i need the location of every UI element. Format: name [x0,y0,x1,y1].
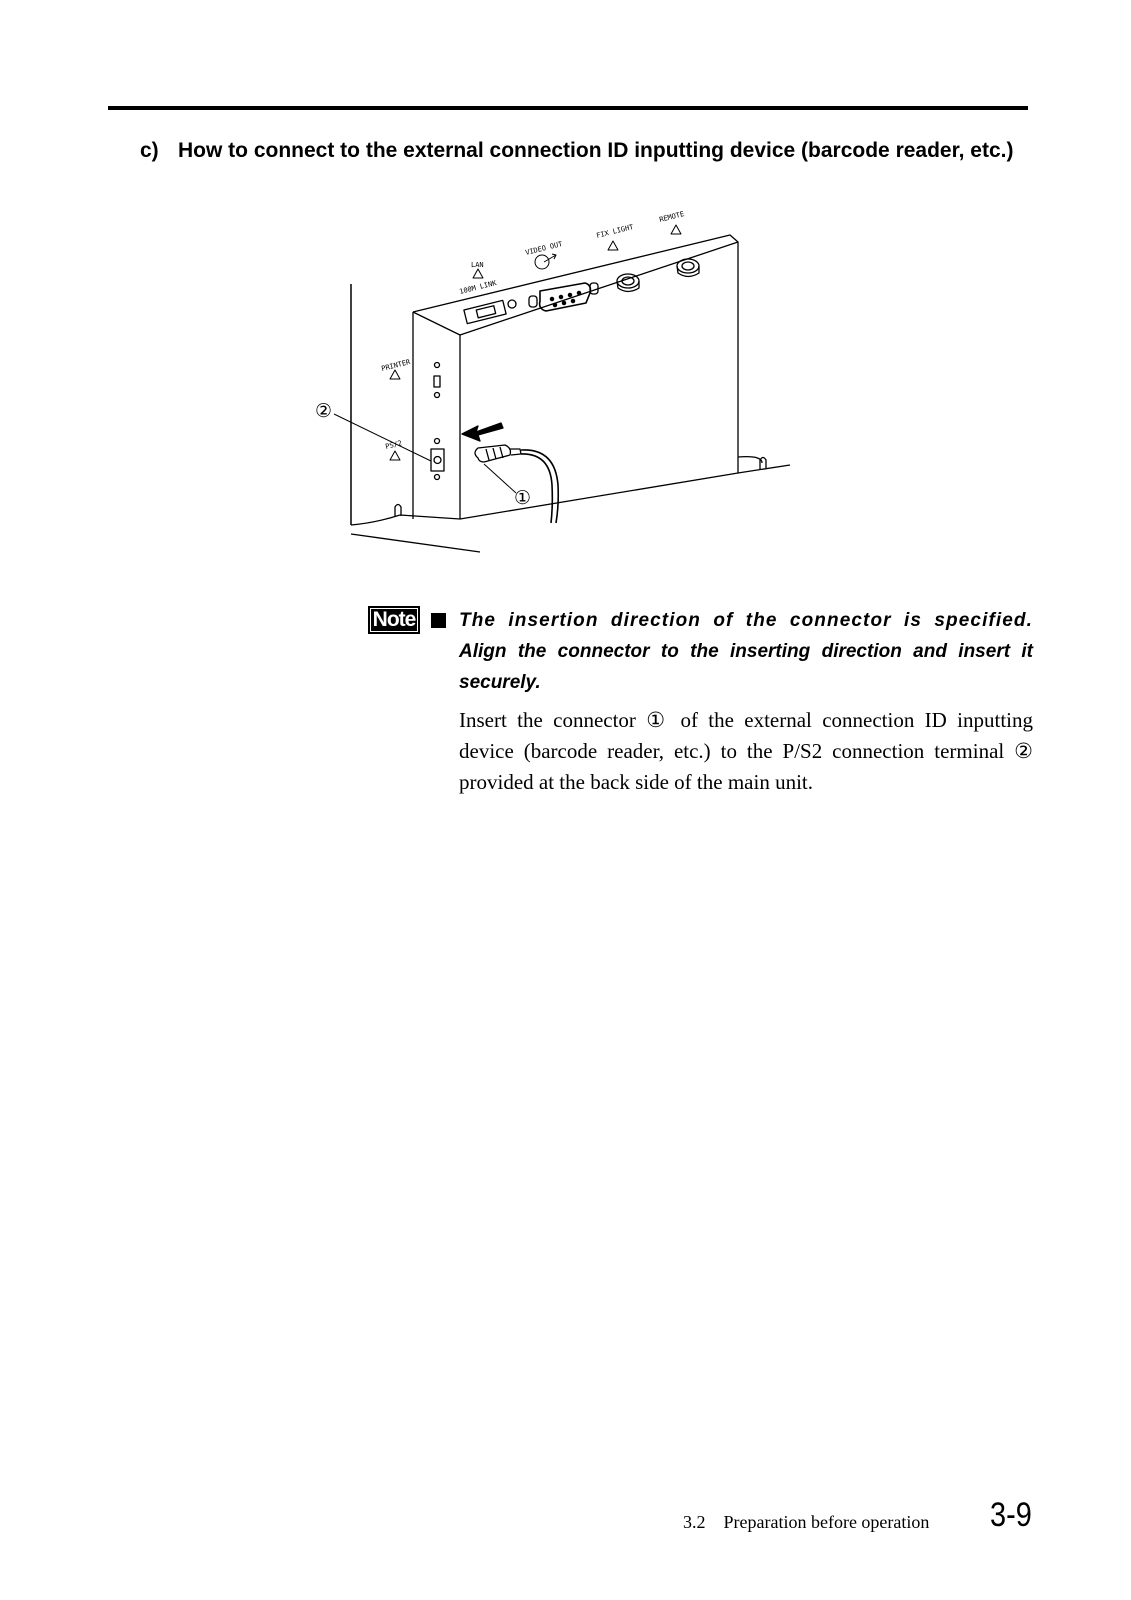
printer-label: PRINTER [380,358,412,373]
remote-label: REMOTE [658,210,686,224]
link-label: 100M LINK [458,279,498,296]
remote-jack-icon [677,259,699,277]
insertion-arrow-icon [462,423,503,441]
note-text [459,605,1033,698]
note-badge: Note [368,606,420,634]
section-heading [140,133,1030,168]
note-line-2: Align the connector to the inserting direction and insert it securely. [459,641,1033,693]
body-paragraph: Insert the connector ① of the external connection ID inputting device (barcode reader, etc.) to the P/S2 connection terminal ② provided at the back side of the main unit. [459,708,1033,794]
device-illustration [300,205,840,580]
video-out-connector-icon [529,283,598,311]
footer-section-title: Preparation before operation [723,1512,930,1532]
video-out-label: VIDEO OUT [524,240,564,257]
callout-connector: ① [514,487,532,509]
section-title: How to connect to the external connection ID inputting device (barcode reader, etc.) [178,139,1014,162]
fix-light-jack-icon [617,274,639,292]
connection-figure [300,205,840,580]
top-rule [108,106,1028,110]
footer-section-number: 3.2 [683,1512,706,1532]
note-line-1: The insertion direction of the connector is specified. [459,610,1033,631]
video-out-symbol-icon [535,255,549,269]
connector-plug-icon [475,445,521,462]
callout-terminal: ② [315,400,333,422]
page-number: 3-9 [990,1496,1032,1534]
ps2-terminal-icon [431,449,444,471]
lan-label: LAN [471,261,484,269]
section-marker: c) [140,139,159,162]
fix-light-label: FIX LIGHT [595,223,635,240]
ps2-label: PS/2 [384,439,403,451]
footer-section [683,1512,929,1533]
lan-port-icon [464,300,506,323]
note-bullet-icon [431,613,446,628]
